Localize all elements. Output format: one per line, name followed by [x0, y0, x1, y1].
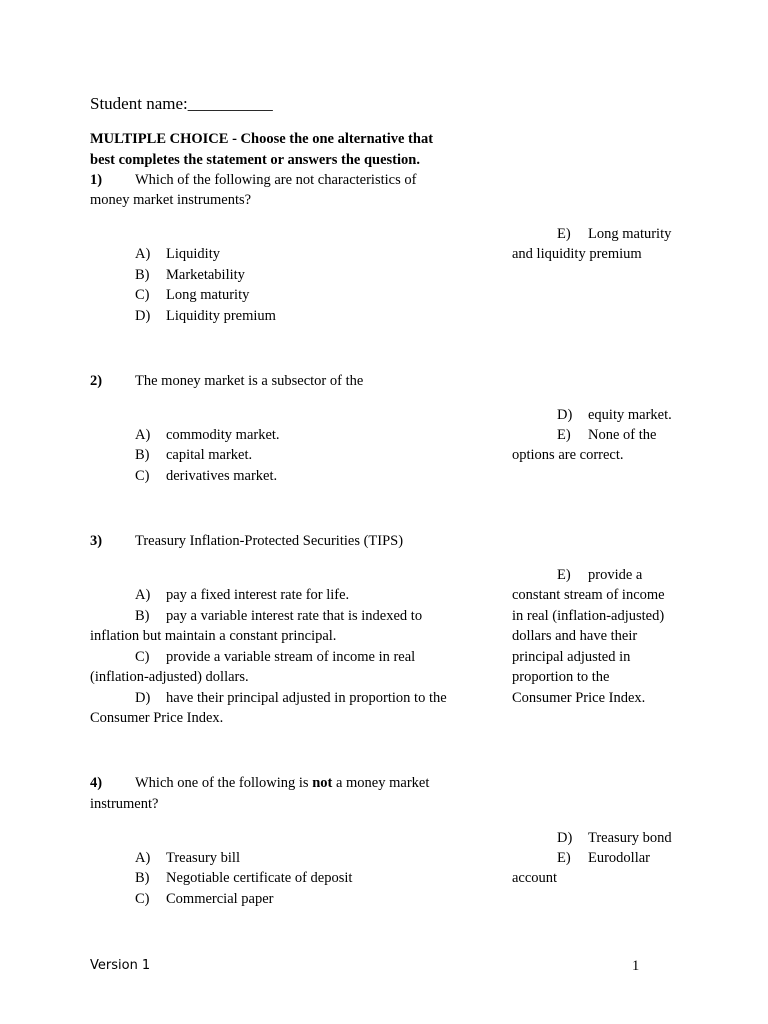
question-3-option-e-cont-4: principal adjusted in [512, 649, 631, 665]
question-3-option-e-cont-2: in real (inflation-adjusted) [512, 608, 665, 624]
question-3-option-e-cont-3: dollars and have their [512, 628, 638, 644]
question-3-option-a: A) pay a fixed interest rate for life. [135, 587, 350, 603]
instructions-line-2: best completes the statement or answers the question. [90, 152, 420, 168]
question-1-option-a: A) Liquidity [135, 246, 220, 262]
question-1-option-c: C) Long maturity [135, 287, 250, 303]
question-3-option-d-cont: Consumer Price Index. [90, 710, 224, 726]
question-1-option-d: D) Liquidity premium [135, 308, 276, 324]
instructions [90, 129, 433, 171]
question-4-emphasis: not [312, 775, 333, 791]
question-1-option-e-cont: and liquidity premium [512, 246, 642, 262]
question-3-option-b: B) pay a variable interest rate that is indexed to [135, 608, 423, 624]
question-3-option-e-cont-6: Consumer Price Index. [512, 690, 646, 706]
question-3-option-c: C) provide a variable stream of income in real [135, 649, 416, 665]
question-4-option-b: B) Negotiable certificate of deposit [135, 870, 353, 886]
question-2-option-a: A) commodity market. [135, 427, 280, 443]
question-4-option-d: D) Treasury bond [557, 830, 672, 846]
question-4-number: 4) [90, 775, 103, 791]
question-4-option-e-cont: account [512, 870, 558, 886]
question-3-option-e: E) provide a [557, 567, 643, 583]
question-4-stem-line-2: instrument? [90, 796, 159, 812]
question-3-number: 3) [90, 533, 103, 549]
footer-version: Version 1 [90, 958, 151, 973]
question-1-number: 1) [90, 172, 103, 188]
question-1-stem: 1) Which of the following are not characteristics of [90, 170, 416, 191]
question-3-option-e-cont-5: proportion to the [512, 669, 610, 685]
question-2-number: 2) [90, 373, 103, 389]
question-2-stem: 2) The money market is a subsector of the [90, 371, 363, 392]
question-3-stem: 3) Treasury Inflation-Protected Securities (TIPS) [90, 531, 403, 552]
footer-page-number: 1 [632, 958, 640, 974]
question-3-option-c-cont: (inflation-adjusted) dollars. [90, 669, 249, 685]
student-name-field: Student name:__________ [90, 94, 273, 113]
question-1-stem-line-2: money market instruments? [90, 192, 252, 208]
question-2-option-b: B) capital market. [135, 447, 253, 463]
question-4-stem: 4) Which one of the following is not a money market [90, 773, 429, 794]
question-4-option-a: A) Treasury bill [135, 850, 240, 866]
question-2-option-d: D) equity market. [557, 407, 672, 423]
question-4-option-e: E) Eurodollar [557, 850, 651, 866]
question-3-option-d: D) have their principal adjusted in proportion to the [135, 690, 447, 706]
question-3-option-e-cont-1: constant stream of income [512, 587, 665, 603]
question-3-option-b-cont: inflation but maintain a constant principal. [90, 628, 337, 644]
question-2-option-e: E) None of the [557, 427, 657, 443]
question-2-option-e-cont: options are correct. [512, 447, 624, 463]
question-1-option-b: B) Marketability [135, 267, 245, 283]
question-1-option-e: E) Long maturity [557, 226, 672, 242]
instructions-line-1: MULTIPLE CHOICE - Choose the one alternative that [90, 131, 434, 147]
question-2-option-c: C) derivatives market. [135, 468, 278, 484]
question-4-option-c: C) Commercial paper [135, 891, 274, 907]
